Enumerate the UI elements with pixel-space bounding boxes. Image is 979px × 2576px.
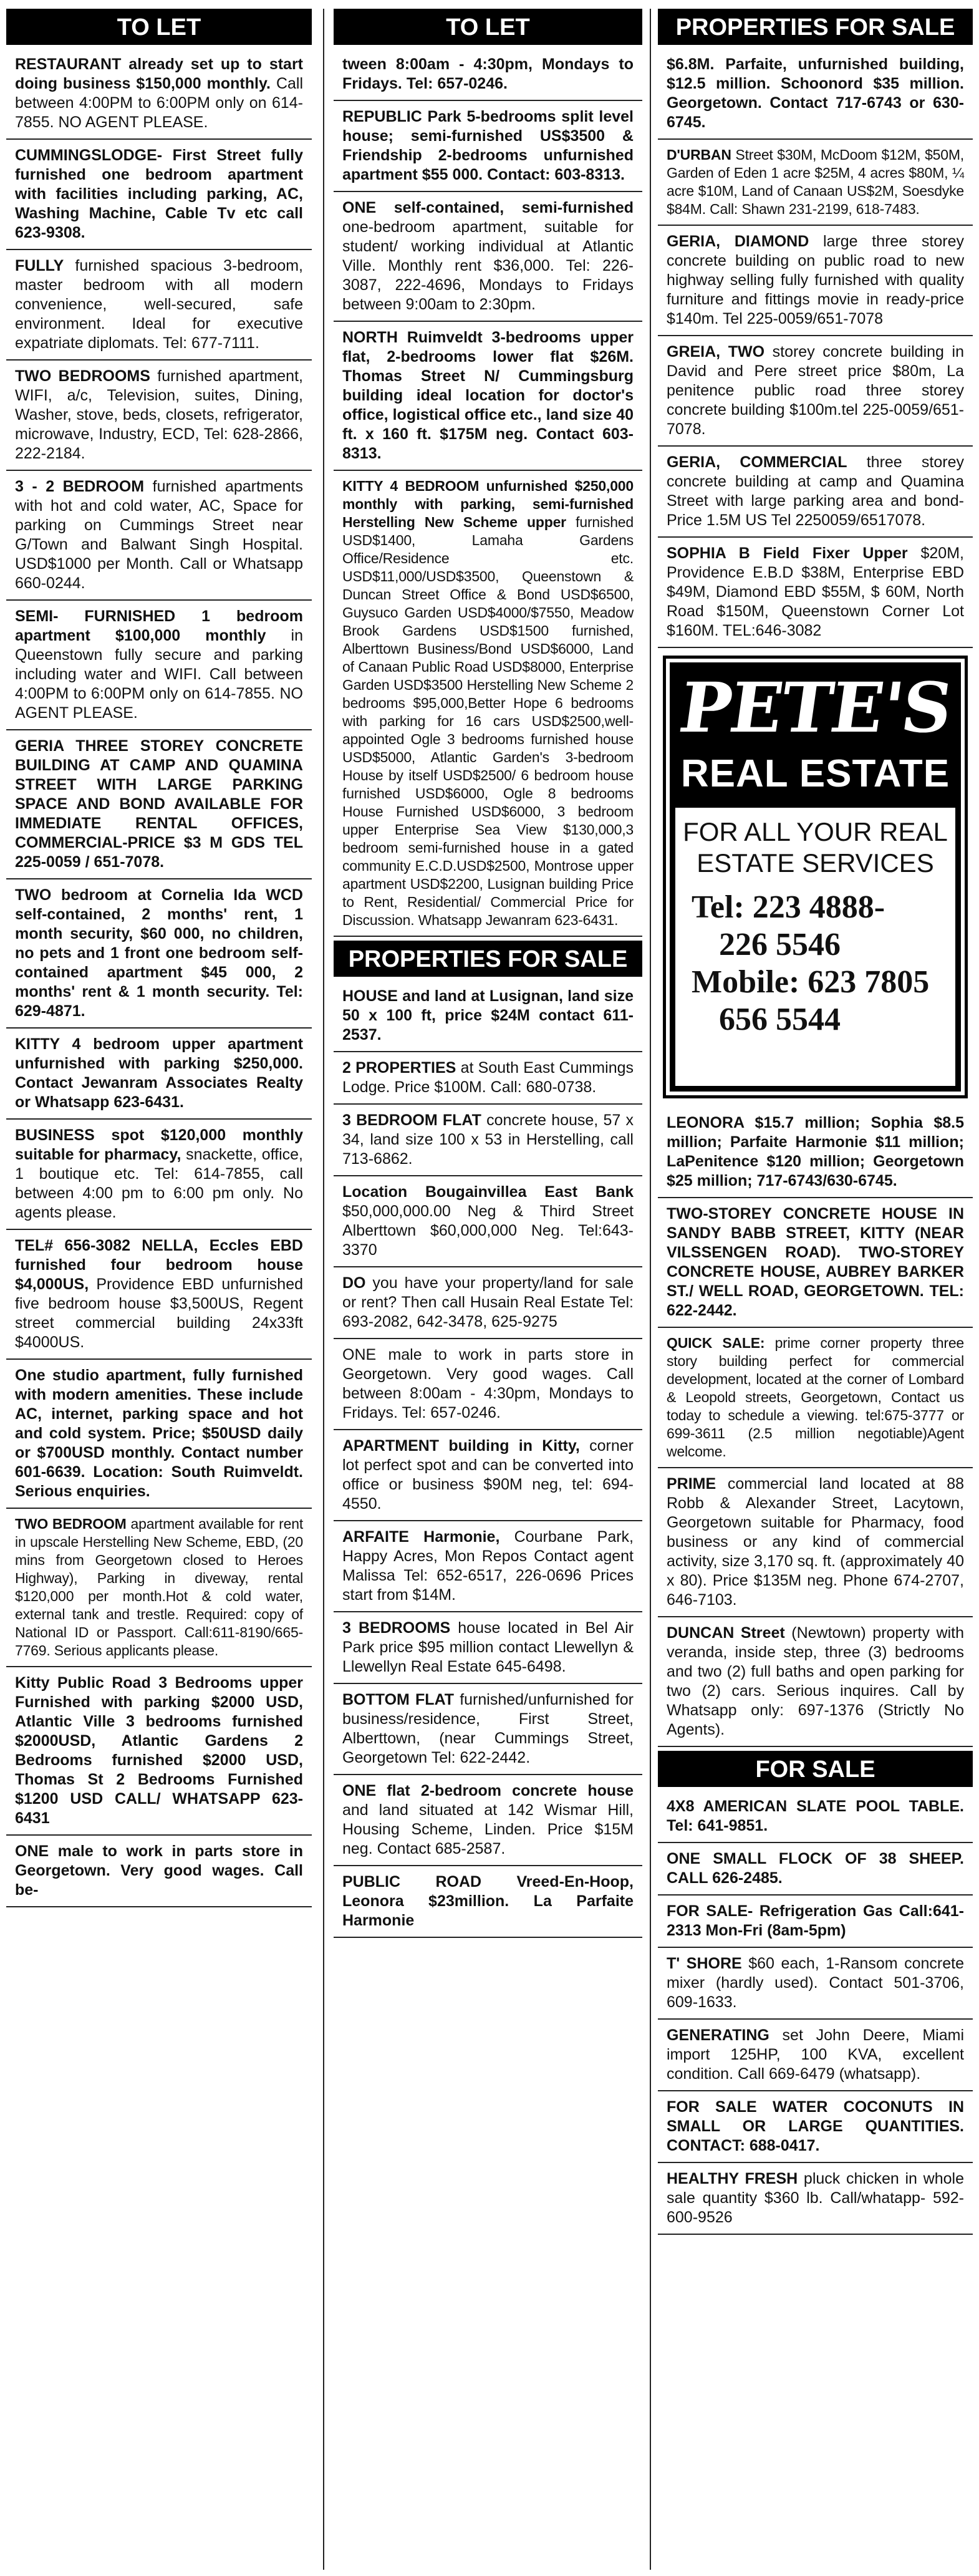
classified-ad	[334, 322, 642, 471]
classified-ad	[6, 1360, 312, 1509]
ad-headline: SEMI- FURNISHED 1 bedroom apartment $100,000 monthly	[15, 608, 303, 644]
advert-brand-sub: REAL ESTATE	[680, 752, 950, 795]
advert-mobile: Mobile: 623 7805	[692, 964, 930, 1000]
ad-headline: KITTY 4 BEDROOM unfurnished $250,000 monthly with parking, semi-furnished Herstelling New Scheme upper	[342, 478, 634, 530]
ad-headline: One studio apartment, fully furnished with modern amenities. These include AC, internet, parking space and hot and cold system. Price; $50USD daily or $700USD monthly. Contact number 601-6639. Location: South Ruimveldt. Serious enquiries.	[15, 1367, 303, 1500]
ad-headline: TWO bedroom at Cornelia Ida WCD self-contained, 2 months' rent, 1 month security, $60 000, no children, no pets and 1 front one bedroom self-contained apartment $45 000, 2 months' rent & 1 month security. Tel: 629-4871.	[15, 886, 303, 1020]
ad-body: $20M, Providence E.B.D $38M, Enterprise EBD $49M, Diamond EBD $55M, $ 60M, North Road $150M, Queenstown Corner Lot $160M. TEL:646-3082	[667, 545, 964, 639]
ad-body: furnished apartments with hot and cold water, AC, Space for parking on Cummings Street near G/Town and Balwant Singh Hospital. USD$1000 per Month. Call or Whatsapp 660-0244.	[15, 478, 304, 592]
classified-ad	[334, 1866, 642, 1938]
ad-headline: ARFAITE Harmonie,	[342, 1528, 500, 1546]
ad-body: Courbane Park, Happy Acres, Mon Repos Contact agent Malissa Tel: 652-6517, 226-0696 Prices start from $14M.	[342, 1528, 634, 1604]
section-header-to-let: TO LET	[6, 9, 312, 45]
ad-headline: FOR SALE- Refrigeration Gas Call:641-2313 Mon-Fri (8am-5pm)	[667, 1902, 964, 1939]
classified-ad	[334, 49, 642, 101]
classified-ad	[658, 1948, 973, 2020]
ad-headline: 3 - 2 BEDROOM	[15, 478, 145, 495]
ad-headline: Kitty Public Road 3 Bedrooms upper Furnished with parking $2000 USD, Atlantic Ville 3 bedrooms furnished $2000USD, Atlantic Gardens 2 Bedrooms furnished $2000 USD, Thomas St 2 Bedrooms Furnished $1200 USD CALL/ WHATSAPP 623-6431	[15, 1674, 303, 1827]
classified-ad	[6, 1667, 312, 1836]
classified-ad	[658, 1896, 973, 1948]
ad-headline: DO	[342, 1274, 366, 1292]
petes-real-estate-advert	[663, 656, 968, 1098]
ad-headline: GERIA, COMMERCIAL	[667, 453, 847, 471]
classified-ad	[658, 226, 973, 336]
ad-list	[334, 49, 642, 937]
ad-body: apartment available for rent in upscale Herstelling New Scheme, EBD, (20 mins from Georgetown closed to Heroes Highway), Parking in diveway, rental $120,000 per month.Hot & cold water, external tank and trestle. Required: copy of National ID or Passport. Call:611-8190/665-7769. Serious applicants please.	[15, 1516, 304, 1658]
advert-mobile: 656 5544	[719, 1002, 841, 1037]
ad-headline: $6.8M. Parfaite, unfurnished building, $12.5 million. Schoonord $35 million. Georgetown. Contact 717-6743 or 630-6745.	[667, 56, 964, 131]
ad-headline: CUMMINGSLODGE- First Street fully furnished one bedroom apartment with facilities including parking, AC, Washing Machine, Cable Tv etc call 623-9308.	[15, 147, 303, 241]
classified-ad	[6, 140, 312, 250]
classified-ad	[658, 1328, 973, 1468]
classified-ad	[6, 601, 312, 730]
ad-headline: Location Bougainvillea East Bank	[342, 1183, 634, 1201]
advert-tagline-line: FOR ALL YOUR REAL	[683, 817, 948, 846]
ad-headline: BOTTOM FLAT	[342, 1691, 455, 1708]
ad-body: Street $30M, McDoom $12M, $50M, Garden of Eden 1 acre $25M, 4 acres $80M, ¼ acre $10M, Land of Canaan US$2M, Soesdyke $84M. Call: Shawn 231-2199, 618-7483.	[667, 147, 964, 217]
ad-headline: GERIA, DIAMOND	[667, 233, 809, 250]
ad-body: furnished spacious 3-bedroom, master bedroom with all modern convenience, well-secured, safe environment. Ideal for executive expatriate diplomats. Tel: 677-7111.	[15, 257, 303, 352]
classified-ad	[6, 1836, 312, 1907]
ad-body: three storey concrete building at camp and Quamina Street with large parking area and bond- Price 1.5M US Tel 2250059/6517078.	[667, 453, 964, 529]
ad-body: in Queenstown fully secure and parking including water and WIFI. Call between 4:00PM to 6:00PM only on 614-7855. NO AGENT PLEASE.	[15, 627, 304, 722]
classified-ad	[334, 192, 642, 322]
classified-ad	[658, 447, 973, 538]
ad-headline: LEONORA $15.7 million; Sophia $8.5 million; Parfaite Harmonie $11 million; LaPenitence $120 million; Georgetown $25 million; 717-6743/630-6745.	[667, 1114, 964, 1189]
ad-body: $50,000,000.00 Neg & Third Street Alberttown $60,000,000 Neg. Tel:643-3370	[342, 1203, 634, 1259]
ad-body: large three storey concrete building on public road to new highway selling fully furnished with quality furniture and fittings movie in ready-price $140m. Tel 225-0059/651-7078	[667, 233, 964, 327]
classified-ad	[334, 1339, 642, 1430]
classified-ad	[334, 1775, 642, 1866]
classified-ad	[658, 538, 973, 648]
ad-body: one-bedroom apartment, suitable for student/ working individual at Atlantic Ville. Monthly rent $36,000. Tel: 226-3087, 222-4696, Mondays to Fridays between 9:00am to 2:30pm.	[342, 218, 634, 313]
ad-headline: 2 PROPERTIES	[342, 1059, 456, 1077]
ad-body: ONE male to work in parts store in Georgetown. Very good wages. Call between 8:00am - 4:30pm, Mondays to Fridays. Tel: 657-0246.	[342, 1346, 634, 1421]
classified-ad	[6, 879, 312, 1029]
classified-ad	[334, 101, 642, 192]
ad-body: set John Deere, Miami import 125HP, 100 KVA, excellent condition. Call 669-6479 (whatsapp).	[667, 2026, 964, 2083]
ad-headline: TWO BEDROOM	[15, 1516, 127, 1532]
ad-body: concrete house, 57 x 34, land size 100 x 53 in Herstelling, call 713-6862.	[342, 1111, 634, 1168]
ad-body: at South East Cummings Lodge. Price $100M. Call: 680-0738.	[342, 1059, 634, 1096]
ad-body: furnished/unfurnished for business/residence, First Street, Alberttown, (near Cummings Street, Georgetown Tel: 622-2442.	[342, 1691, 634, 1766]
ad-body: house located in Bel Air Park price $95 million contact Llewellyn & Llewellyn Real Estate 645-6498.	[342, 1619, 634, 1675]
classified-ad	[334, 1267, 642, 1339]
ad-headline: GREIA, TWO	[667, 343, 765, 361]
ad-body: Providence EBD unfurnished five bedroom house $3,500US, Regent street commercial building 24x33ft $4000US.	[15, 1276, 303, 1351]
classified-ad	[6, 1230, 312, 1360]
ad-body: and land situated at 142 Wismar Hill, Housing Scheme, Linden. Price $15M neg. Contact 685-2587.	[342, 1801, 634, 1857]
ad-list	[658, 49, 973, 648]
advert-contact-box	[675, 808, 955, 1086]
classified-ad	[658, 1843, 973, 1896]
ad-headline: PRIME	[667, 1475, 716, 1493]
column-divider	[323, 9, 324, 2570]
classified-ad	[658, 1107, 973, 1198]
classified-ad	[6, 730, 312, 879]
ad-headline: TEL# 656-3082 NELLA, Eccles EBD furnished four bedroom house $4,000US,	[15, 1237, 303, 1293]
classified-ad	[6, 49, 312, 140]
ad-headline: QUICK SALE:	[667, 1335, 765, 1351]
classified-ad	[6, 471, 312, 601]
ad-body: you have your property/land for sale or rent? Then call Husain Real Estate Tel: 693-2082, 642-3478, 625-9275	[342, 1274, 634, 1330]
ad-headline: KITTY 4 bedroom upper apartment unfurnished with parking $250,000. Contact Jewanram Associates Realty or Whatsapp 623-6431.	[15, 1035, 303, 1111]
ad-headline: BUSINESS spot $120,000 monthly suitable for pharmacy,	[15, 1126, 303, 1163]
classified-ad	[6, 1120, 312, 1230]
ad-headline: D'URBAN	[667, 147, 731, 163]
ad-headline: APARTMENT building in Kitty,	[342, 1437, 580, 1455]
section-header-to-let: TO LET	[334, 9, 642, 45]
classified-ad	[658, 1198, 973, 1328]
ad-headline: TWO BEDROOMS	[15, 367, 150, 385]
section-header-properties-for-sale: PROPERTIES FOR SALE	[334, 941, 642, 977]
ad-list	[658, 1791, 973, 2235]
ad-headline: ONE male to work in parts store in Georgetown. Very good wages. Call be-	[15, 1842, 303, 1899]
ad-headline: GERIA THREE STOREY CONCRETE BUILDING AT CAMP AND QUAMINA STREET WITH LARGE PARKING SPACE AND BOND AVAILABLE FOR IMMEDIATE RENTAL OFFICES, COMMERCIAL-PRICE $3 M GDS TEL 225-0059 / 651-7078.	[15, 737, 303, 871]
ad-headline: ONE self-contained, semi-furnished	[342, 199, 634, 216]
ad-headline: REPUBLIC Park 5-bedrooms split level house; semi-furnished US$3500 & Friendship 2-bedrooms unfurnished apartment $55 000. Contact: 603-8313.	[342, 108, 634, 183]
classified-ad	[658, 1791, 973, 1843]
advert-brand-name: PETE'S	[674, 667, 957, 748]
ad-list	[6, 49, 312, 1907]
classified-ad	[334, 1176, 642, 1267]
classified-ad	[334, 1684, 642, 1775]
ad-headline: RESTAURANT already set up to start doing business $150,000 monthly.	[15, 56, 303, 92]
ad-headline: 3 BEDROOM FLAT	[342, 1111, 481, 1129]
classified-ad	[658, 1617, 973, 1747]
ad-headline: SOPHIA B Field Fixer Upper	[667, 545, 908, 562]
ad-body: Call between 4:00PM to 6:00PM only on 614-7855. NO AGENT PLEASE.	[15, 75, 304, 131]
ad-headline: HEALTHY FRESH	[667, 2170, 798, 2187]
classified-ad	[658, 140, 973, 226]
column-to-let	[6, 9, 312, 1907]
classified-ad	[6, 250, 312, 361]
column-properties-for-sale	[658, 9, 973, 2235]
classified-ad	[334, 1521, 642, 1612]
classified-ad	[334, 1105, 642, 1176]
ad-headline: T' SHORE	[667, 1955, 742, 1972]
classified-ad	[6, 1509, 312, 1667]
ad-headline: tween 8:00am - 4:30pm, Mondays to Fridays. Tel: 657-0246.	[342, 56, 634, 92]
ad-headline: DUNCAN Street	[667, 1624, 785, 1642]
classified-ad	[658, 336, 973, 447]
ad-headline: GENERATING	[667, 2026, 769, 2044]
ad-body: prime corner property three story building perfect for commercial development, located at the corner of Lombard & Leopold streets, Georgetown, Contact us today to schedule a viewing. tel:675-3777 or 699-3611 (2.5 million negotiable)Agent welcome.	[667, 1335, 964, 1460]
classified-ad	[6, 1029, 312, 1120]
classified-ad	[334, 1612, 642, 1684]
section-header-properties-for-sale: PROPERTIES FOR SALE	[658, 9, 973, 45]
ad-headline: ONE flat 2-bedroom concrete house	[342, 1782, 634, 1799]
classified-ad	[334, 1052, 642, 1105]
classified-ad	[658, 2020, 973, 2091]
ad-list	[658, 1107, 973, 1747]
ad-headline: FULLY	[15, 257, 64, 274]
ad-headline: ONE SMALL FLOCK OF 38 SHEEP. CALL 626-2485.	[667, 1850, 964, 1887]
ad-body: corner lot perfect spot and can be converted into office or business $90M neg, tel: 694-4550.	[342, 1437, 634, 1513]
advert-tagline	[675, 816, 955, 879]
ad-body: snackette, office, 1 boutique etc. Tel: 614-7855, call between 4:00 pm to 6:00 pm only. No agents please.	[15, 1146, 303, 1221]
ad-body: furnished USD$1400, Lamaha Gardens Office/Residence etc. USD$11,000/USD$3500, Queenstown & Duncan Street Office & Bond USD$6500, Guysuco Garden USD$4000/$7550, Meadow Brook Gardens USD$1500 furnished, Alberttown Business/Bond USD$6000, Land of Canaan Public Road USD$8000, Enterprise Garden USD$3500 Herstelling New Scheme 2 bedrooms $95,000,Better Hope 6 bedrooms with parking for 16 cars USD$2500,well-appointed Ogle 3 bedrooms furnished house USD$5000, Atlantic Garden's 3-bedroom House by itself USD$2500/ 6 bedroom house furnished USD$6000, Ogle 8 bedrooms House Furnished USD$6000, 3 bedroom upper Enterprise Sea View $130,000,3 bedroom semi-furnished house in a gated community E.C.D.USD$2500, Montrose upper apartment USD$2200, Lusignan building Price to Rent, Residential/ Commercial Price for Discussion. Whatsapp Jewanram 623-6431.	[342, 514, 634, 928]
advert-frame	[670, 662, 961, 1092]
classified-ad	[658, 2163, 973, 2235]
classified-ad	[334, 471, 642, 937]
ad-headline: PUBLIC ROAD Vreed-En-Hoop, Leonora $23million. La Parfaite Harmonie	[342, 1873, 634, 1929]
column-to-let-continued	[334, 9, 642, 1938]
ad-list	[334, 981, 642, 1938]
ad-headline: NORTH Ruimveldt 3-bedrooms upper flat, 2-bedrooms lower flat $26M. Thomas Street N/ Cummingsburg building ideal location for doctor's office, logistical office etc., land size 40 ft. x 160 ft. $175M neg. Contact 603-8313.	[342, 329, 634, 462]
ad-body: storey concrete building in David and Pere street price $80m, La penitence public road three storey concrete building $100m.tel 225-0059/651-7078.	[667, 343, 964, 438]
advert-tagline-line: ESTATE SERVICES	[697, 848, 934, 878]
section-header-for-sale: FOR SALE	[658, 1751, 973, 1787]
ad-body: pluck chicken in whole sale quantity $360 lb. Call/whatapp- 592-600-9526	[667, 2170, 964, 2226]
classified-ad	[334, 1430, 642, 1521]
ad-body: (Newtown) property with veranda, inside step, three (3) bedrooms and two (2) full baths and open parking for two (2) cars. Serious inquires. Call by Whatsapp only: 697-1376 (Strictly No Agents).	[667, 1624, 964, 1738]
ad-headline: 4X8 AMERICAN SLATE POOL TABLE. Tel: 641-9851.	[667, 1798, 964, 1834]
column-divider	[650, 9, 651, 2570]
ad-body: $60 each, 1-Ransom concrete mixer (hardly used). Contact 501-3706, 609-1633.	[667, 1955, 964, 2011]
classified-ad	[6, 361, 312, 471]
ad-body: commercial land located at 88 Robb & Alexander Street, Lacytown, Georgetown suitable for Pharmacy, food business or any kind of commercial activity, size 3,170 sq. ft. (approximately 40 x 80). Price $135M neg. Phone 674-2707, 646-7103.	[667, 1475, 964, 1609]
classified-ad	[658, 1468, 973, 1617]
ad-body: furnished apartment, WIFI, a/c, Television, suites, Dining, Washer, stove, beds, closets, refrigerator, microwave, Industry, ECD, Tel: 628-2866, 222-2184.	[15, 367, 303, 462]
ad-headline: HOUSE and land at Lusignan, land size 50 x 100 ft, price $24M contact 611-2537.	[342, 987, 634, 1043]
advert-telephone: Tel: 223 4888-	[692, 889, 885, 925]
advert-telephone: 226 5546	[719, 927, 841, 962]
ad-headline: 3 BEDROOMS	[342, 1619, 451, 1637]
classified-ad	[658, 2091, 973, 2163]
ad-headline: TWO-STOREY CONCRETE HOUSE IN SANDY BABB STREET, KITTY (NEAR VILSSENGEN ROAD). TWO-STOREY CONCRETE HOUSE, AUBREY BARKER ST./ WELL ROAD, GEORGETOWN. TEL: 622-2442.	[667, 1205, 964, 1319]
ad-headline: FOR SALE WATER COCONUTS IN SMALL OR LARGE QUANTITIES. CONTACT: 688-0417.	[667, 2098, 964, 2154]
classified-ad	[334, 981, 642, 1052]
classified-ad	[658, 49, 973, 140]
